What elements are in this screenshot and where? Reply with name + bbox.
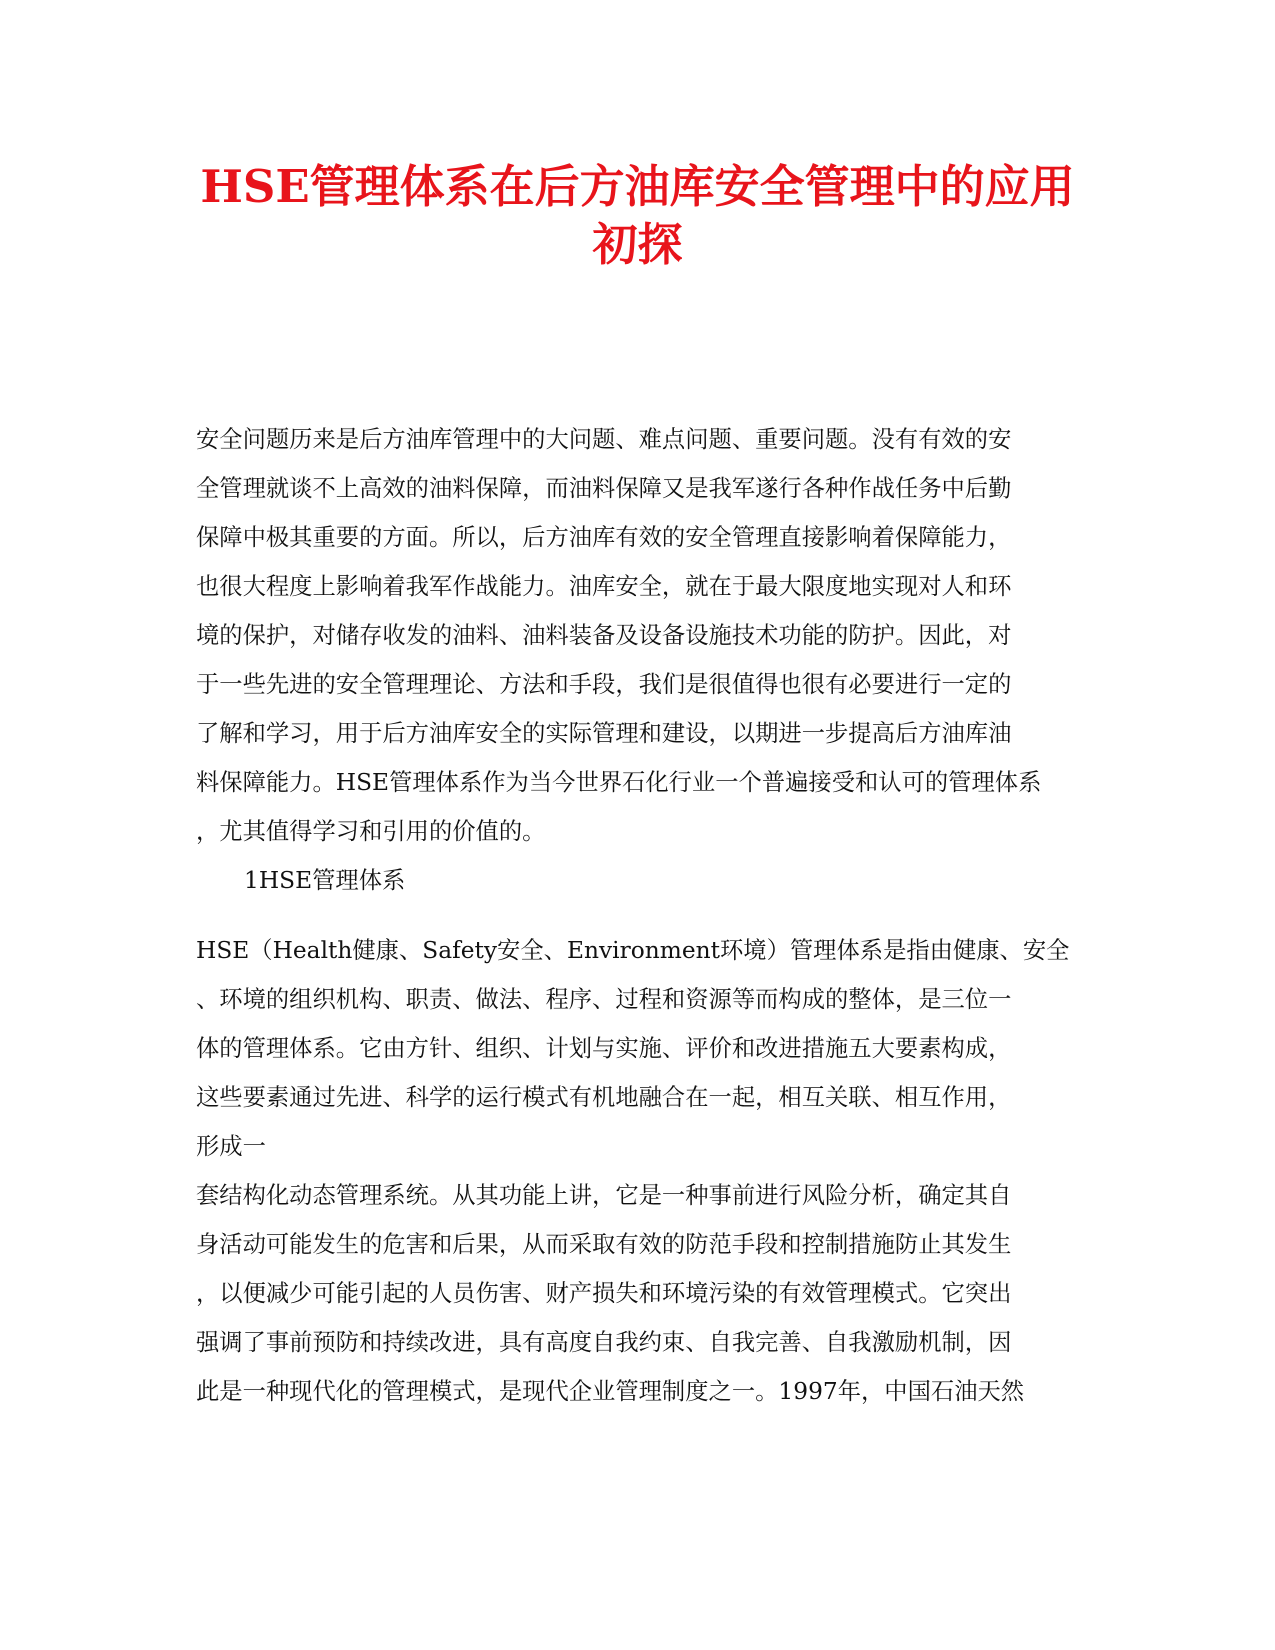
paragraph-line: 料保障能力。HSE管理体系作为当今世界石化行业一个普遍接受和认可的管理体系 bbox=[196, 769, 1042, 796]
paragraph-line: 体的管理体系。它由方针、组织、计划与实施、评价和改进措施五大要素构成， bbox=[196, 1035, 1012, 1062]
paragraph-line: 套结构化动态管理系统。从其功能上讲，它是一种事前进行风险分析，确定其自 bbox=[196, 1182, 1012, 1209]
paragraph-line: 了解和学习，用于后方油库安全的实际管理和建设，以期进一步提高后方油库油 bbox=[196, 720, 1012, 747]
paragraph-hse-definition bbox=[196, 926, 1086, 1416]
paragraph-line: 形成一 bbox=[196, 1133, 266, 1160]
paragraph-intro bbox=[196, 415, 1086, 905]
title-line: 初探 bbox=[592, 218, 683, 271]
paragraph-line: 也很大程度上影响着我军作战能力。油库安全，就在于最大限度地实现对人和环 bbox=[196, 573, 1012, 600]
paragraph-line: 保障中极其重要的方面。所以，后方油库有效的安全管理直接影响着保障能力， bbox=[196, 524, 1012, 551]
paragraph-line: 于一些先进的安全管理理论、方法和手段，我们是很值得也很有必要进行一定的 bbox=[196, 671, 1012, 698]
paragraph-line: 安全问题历来是后方油库管理中的大问题、难点问题、重要问题。没有有效的安 bbox=[196, 426, 1012, 453]
paragraph-line: 身活动可能发生的危害和后果，从而采取有效的防范手段和控制措施防止其发生 bbox=[196, 1231, 1012, 1258]
paragraph-line: HSE（Health健康、Safety安全、Environment环境）管理体系是指由健康、安全 bbox=[196, 937, 1070, 964]
paragraph-line: 、环境的组织机构、职责、做法、程序、过程和资源等而构成的整体，是三位一 bbox=[196, 986, 1012, 1013]
title-line: HSE管理体系在后方油库安全管理中的应用 bbox=[200, 160, 1075, 213]
paragraph-line: ，以便减少可能引起的人员伤害、财产损失和环境污染的有效管理模式。它突出 bbox=[196, 1280, 1012, 1307]
paragraph-line: 此是一种现代化的管理模式，是现代企业管理制度之一。1997年，中国石油天然 bbox=[196, 1378, 1025, 1405]
paragraph-line: 强调了事前预防和持续改进，具有高度自我约束、自我完善、自我激励机制，因 bbox=[196, 1329, 1012, 1356]
paragraph-line: ，尤其值得学习和引用的价值的。 bbox=[196, 818, 546, 845]
document-title bbox=[150, 158, 1125, 274]
paragraph-line: 这些要素通过先进、科学的运行模式有机地融合在一起，相互关联、相互作用， bbox=[196, 1084, 1012, 1111]
paragraph-line: 全管理就谈不上高效的油料保障，而油料保障又是我军遂行各种作战任务中后勤 bbox=[196, 475, 1012, 502]
section-heading: 1HSE管理体系 bbox=[244, 867, 406, 894]
paragraph-line: 境的保护，对储存收发的油料、油料装备及设备设施技术功能的防护。因此，对 bbox=[196, 622, 1012, 649]
